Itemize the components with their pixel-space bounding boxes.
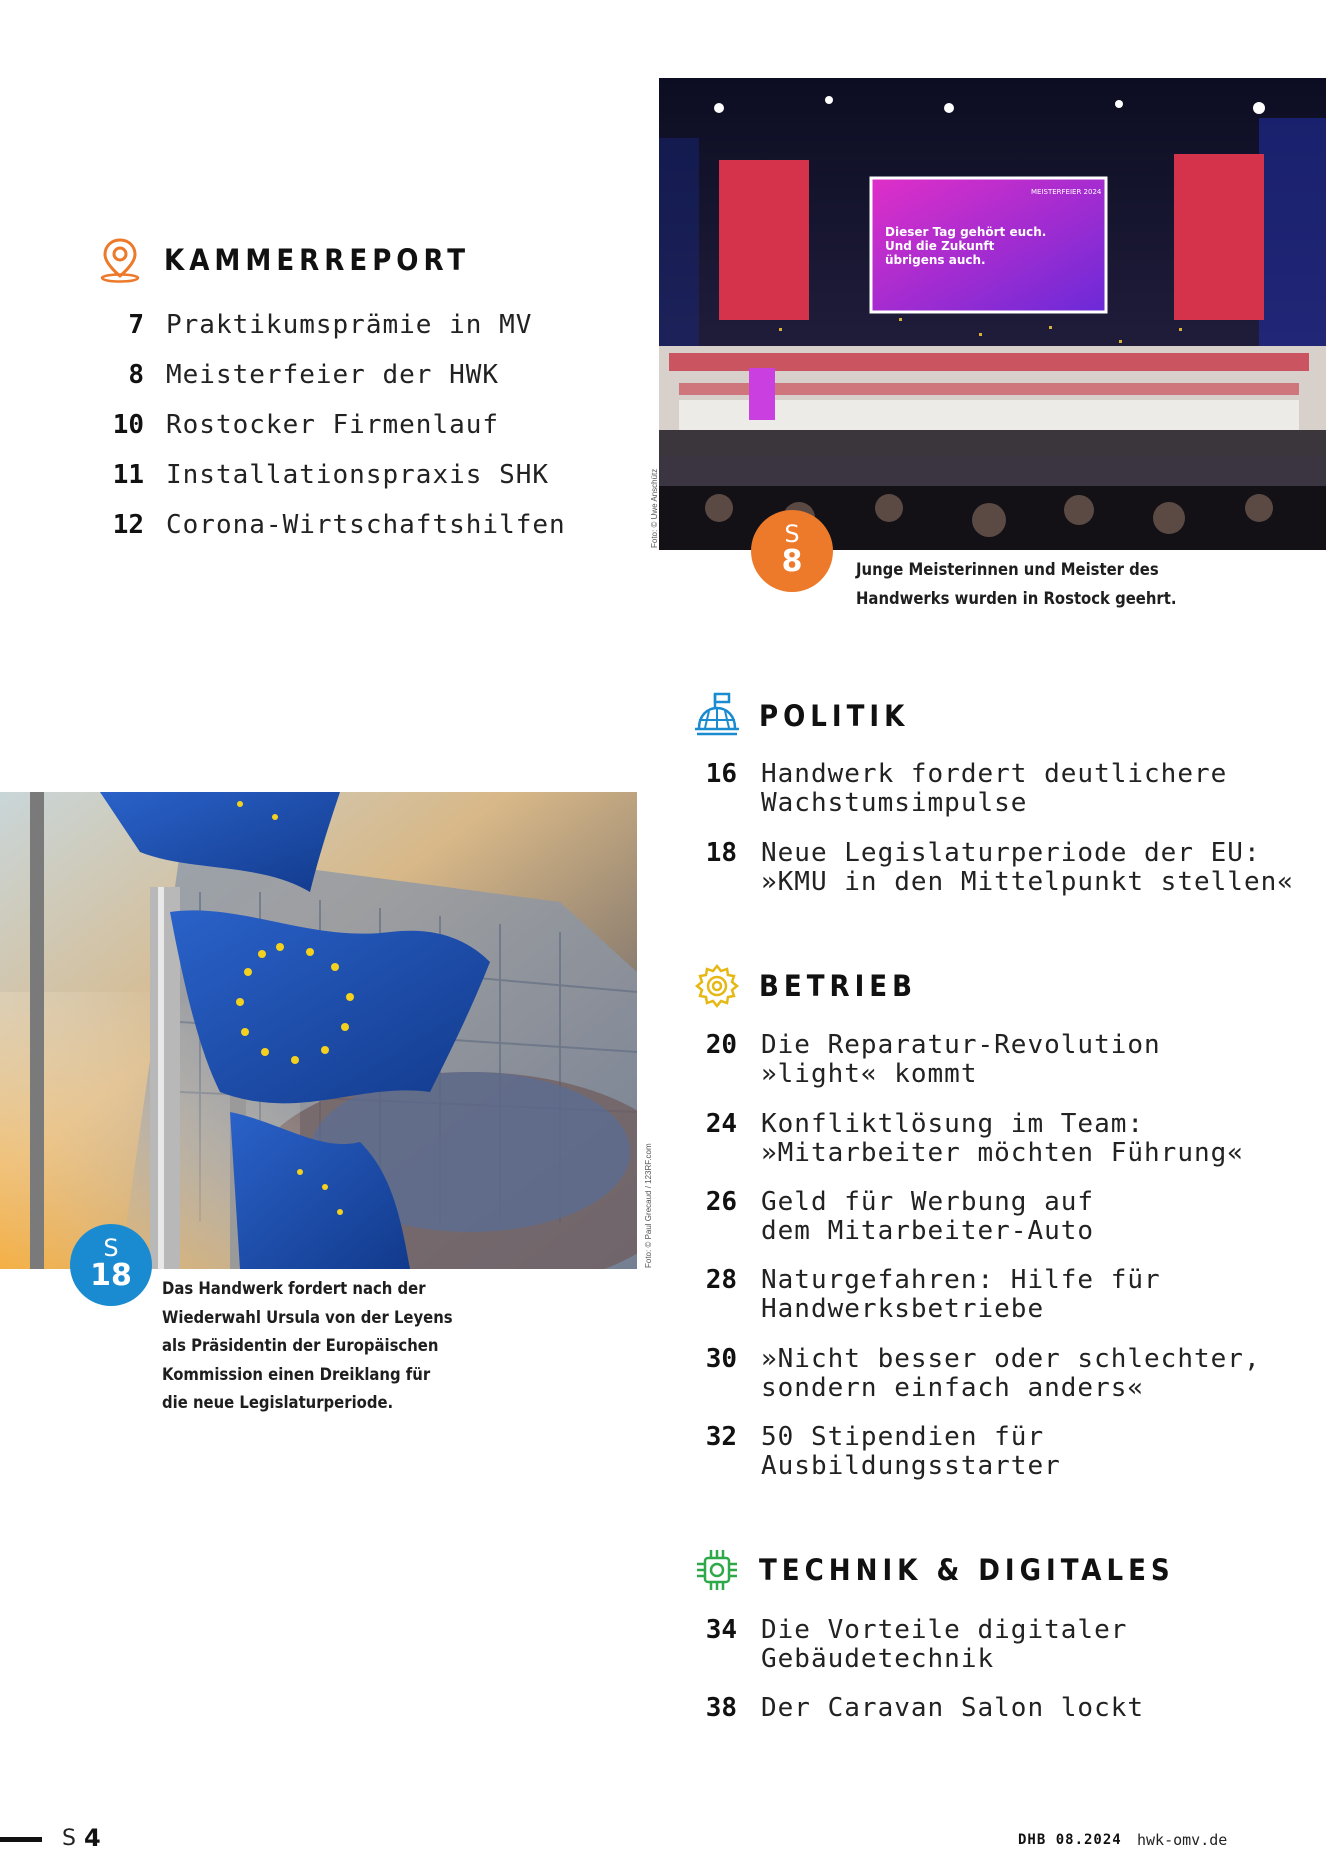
eu-flags-photo xyxy=(0,792,637,1269)
page-prefix: S xyxy=(62,1826,76,1851)
page-number: 7 xyxy=(128,310,144,340)
article-title: Handwerk fordert deutlichere Wachstumsimpulse xyxy=(761,759,1228,818)
article-title: Die Vorteile digitaler Gebäudetechnik xyxy=(761,1615,1128,1674)
article-title: Neue Legislaturperiode der EU: »KMU in den Mittelpunkt stellen« xyxy=(761,838,1294,897)
toc-entry[interactable] xyxy=(693,1188,1094,1246)
toc-entry[interactable] xyxy=(96,411,499,440)
article-title: 50 Stipendien für Ausbildungsstarter xyxy=(761,1422,1061,1481)
toc-entry[interactable] xyxy=(96,511,566,540)
gear-icon xyxy=(693,962,741,1010)
article-title: Rostocker Firmenlauf xyxy=(166,410,500,440)
photo-credit: Foto: © Uwe Anschütz xyxy=(650,468,659,548)
section-politik-heading xyxy=(693,692,909,740)
page-number: 38 xyxy=(705,1693,737,1723)
page-number: 20 xyxy=(705,1030,737,1060)
photo-caption: Junge Meisterinnen und Meister des Handwerks wurden in Rostock geehrt. xyxy=(856,560,1177,608)
meisterfeier-photo xyxy=(659,78,1326,550)
photo-caption: Das Handwerk fordert nach der Wiederwahl Ursula von der Leyens als Präsidentin der Europäischen Kommission einen Dreiklang für die neue Legislaturperiode. xyxy=(162,1279,453,1412)
article-title: Die Reparatur-Revolution »light« kommt xyxy=(761,1030,1161,1089)
page-number-footer: 4 xyxy=(84,1824,101,1852)
toc-entry[interactable] xyxy=(693,839,1294,897)
toc-entry[interactable] xyxy=(693,1110,1244,1168)
article-title: Installationspraxis SHK xyxy=(166,460,550,490)
chip-icon xyxy=(693,1546,741,1594)
website-link[interactable]: hwk-omv.de xyxy=(1137,1831,1228,1849)
article-title: Corona-Wirtschaftshilfen xyxy=(166,510,566,540)
toc-entry[interactable] xyxy=(693,1266,1161,1324)
section-title: POLITIK xyxy=(759,699,910,733)
page-number: 8 xyxy=(128,360,144,390)
footer-rule xyxy=(0,1837,42,1842)
page-number: 28 xyxy=(705,1265,737,1295)
article-title: Naturgefahren: Hilfe für Handwerksbetriebe xyxy=(761,1265,1161,1324)
page-number: 18 xyxy=(705,838,737,868)
screen-line-3: übrigens auch. xyxy=(885,253,986,267)
page-number: 24 xyxy=(705,1109,737,1139)
page-number: 26 xyxy=(705,1187,737,1217)
page-number: 30 xyxy=(705,1344,737,1374)
section-betrieb-heading xyxy=(693,962,917,1010)
screen-line-2: Und die Zukunft xyxy=(885,239,995,253)
article-title: Der Caravan Salon lockt xyxy=(761,1693,1145,1723)
toc-entry[interactable] xyxy=(96,461,549,490)
article-title: Konfliktlösung im Team: »Mitarbeiter möchten Führung« xyxy=(761,1109,1244,1168)
section-title: BETRIEB xyxy=(759,969,918,1003)
toc-entry[interactable] xyxy=(96,311,532,340)
toc-entry[interactable] xyxy=(693,1423,1061,1481)
section-title: KAMMERREPORT xyxy=(164,243,471,277)
toc-entry[interactable] xyxy=(693,760,1227,818)
photo-credit: Foto: © Paul Grecaud / 123RF.com xyxy=(644,1143,653,1268)
screen-label: MEISTERFEIER 2024 xyxy=(1031,188,1102,196)
page-badge: S 8 xyxy=(751,510,833,592)
page-number: 34 xyxy=(705,1615,737,1645)
toc-entry[interactable] xyxy=(693,1345,1261,1403)
issue-label: DHB 08.2024 xyxy=(1018,1832,1122,1848)
page-number: 12 xyxy=(112,510,144,540)
page-number: 10 xyxy=(112,410,144,440)
map-pin-icon xyxy=(96,236,144,284)
page-number: 32 xyxy=(705,1422,737,1452)
toc-entry[interactable] xyxy=(693,1616,1127,1674)
parliament-icon xyxy=(693,692,741,740)
article-title: »Nicht besser oder schlechter, sondern einfach anders« xyxy=(761,1344,1261,1403)
screen-line-1: Dieser Tag gehört euch. xyxy=(885,225,1047,239)
toc-entry[interactable] xyxy=(693,1031,1161,1089)
page-number: 11 xyxy=(112,460,144,490)
toc-entry[interactable] xyxy=(693,1694,1144,1723)
page-number: 16 xyxy=(705,759,737,789)
article-title: Geld für Werbung auf dem Mitarbeiter-Auto xyxy=(761,1187,1095,1246)
section-kammerreport-heading xyxy=(96,236,470,284)
section-technik-heading xyxy=(693,1546,1175,1594)
article-title: Praktikumsprämie in MV xyxy=(166,310,533,340)
article-title: Meisterfeier der HWK xyxy=(166,360,500,390)
section-title: TECHNIK & DIGITALES xyxy=(759,1553,1175,1587)
toc-entry[interactable] xyxy=(96,361,499,390)
page-badge: S 18 xyxy=(70,1224,152,1306)
